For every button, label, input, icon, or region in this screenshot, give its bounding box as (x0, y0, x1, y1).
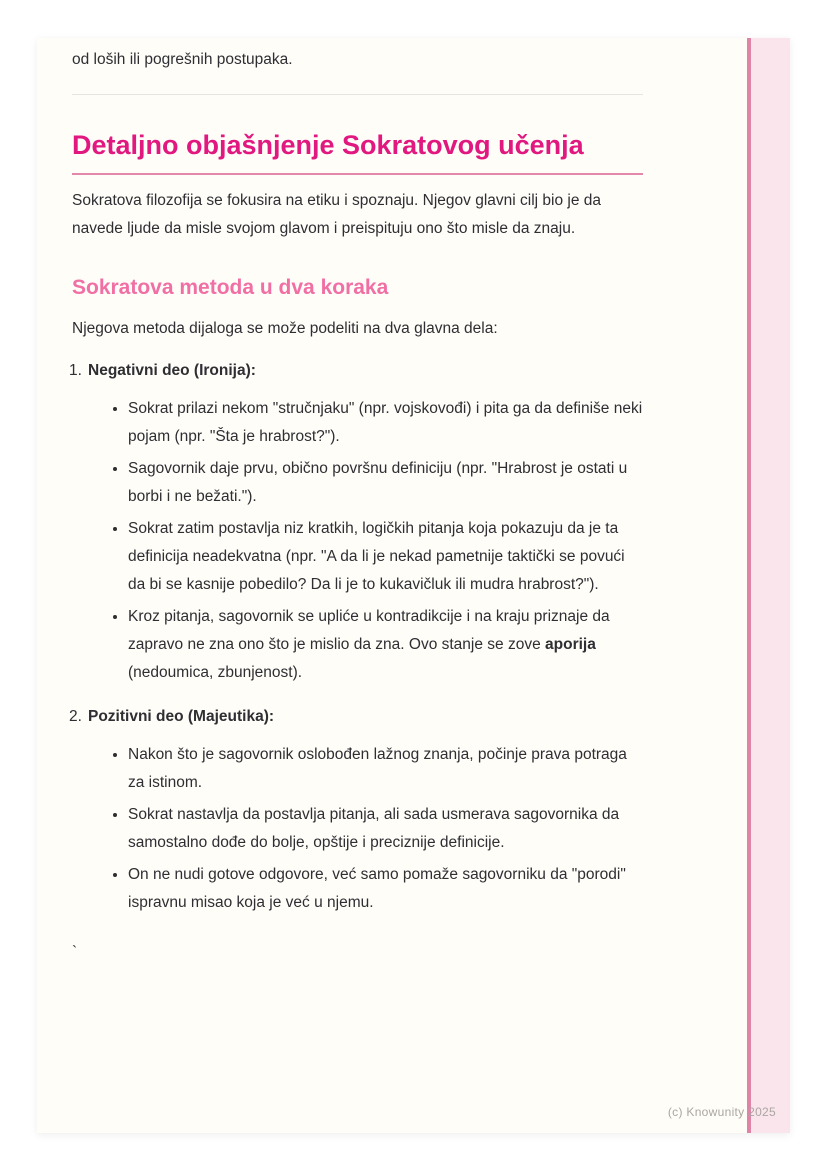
numbered-item-negative (69, 357, 643, 687)
numbered-list (69, 357, 643, 917)
bullet-list (72, 395, 643, 687)
bullet-text: Sagovornik daje prvu, obično površnu definiciju (npr. "Hrabrost je ostati u borbi i ne bežati."). (128, 460, 628, 505)
numbered-item-head (69, 703, 643, 731)
numbered-item-positive (69, 703, 643, 917)
page-title: Detaljno objašnjenje Sokratovog učenja (72, 127, 643, 175)
list-item-title: Pozitivni deo (Majeutika): (88, 708, 275, 725)
bullet-text: Sokrat zatim postavlja niz kratkih, logičkih pitanja koja pokazuju da je ta definicija neadekvatna (npr. "A da li je nekad pametnije taktički se povući da bi se kasnije pobedilo? Da li je to kukavičluk ili mudra hrabrost?"). (128, 520, 625, 593)
numbered-item-head (69, 357, 643, 385)
bullet-text: (nedoumica, zbunjenost). (128, 664, 303, 681)
page-content (69, 38, 643, 967)
intro-paragraph: Sokratova filozofija se fokusira na etiku i spoznaju. Njegov glavni cilj bio je da navede ljude da misle svojom glavom i preispituju ono što misle da znaju. (72, 192, 602, 237)
list-number: 1. (69, 362, 82, 379)
bullet-text: On ne nudi gotove odgovore, već samo pomaže sagovorniku da "porodi" ispravnu misao koja je već u njemu. (128, 866, 626, 911)
bullet-list (72, 741, 643, 917)
list-number: 2. (69, 708, 82, 725)
section-divider (72, 94, 643, 95)
bullet-text: Kroz pitanja, sagovornik se upliće u kontradikcije i na kraju priznaje da zapravo ne zna ono što je mislio da zna. Ovo stanje se zove (128, 608, 610, 653)
list-item (128, 515, 643, 599)
list-item (128, 395, 643, 451)
list-item (128, 801, 643, 857)
right-accent-strip (747, 38, 790, 1133)
bullet-bold-term: aporija (545, 636, 596, 653)
bullet-text: Sokrat nastavlja da postavlja pitanja, ali sada usmerava sagovornika da samostalno dođe do bolje, opštije i preciznije definicije. (128, 806, 620, 851)
list-item (128, 455, 643, 511)
footer-credit: (c) Knowunity 2025 (667, 1105, 776, 1119)
list-item (128, 603, 643, 687)
list-item-title: Negativni deo (Ironija): (88, 362, 256, 379)
method-intro-paragraph: Njegova metoda dijaloga se može podeliti na dva glavna dela: (72, 320, 498, 337)
stray-backtick-mark: ` (72, 944, 78, 961)
bullet-text: Sokrat prilazi nekom "stručnjaku" (npr. vojskovođi) i pita ga da definiše neki pojam (npr. "Šta je hrabrost?"). (128, 400, 643, 445)
list-item (128, 861, 643, 917)
subsection-title: Sokratova metoda u dva koraka (72, 276, 389, 299)
list-item (128, 741, 643, 797)
bullet-text: Nakon što je sagovornik oslobođen lažnog znanja, počinje prava potraga za istinom. (128, 746, 627, 791)
document-page (37, 38, 790, 1133)
intro-line: od loših ili pogrešnih postupaka. (72, 51, 293, 68)
